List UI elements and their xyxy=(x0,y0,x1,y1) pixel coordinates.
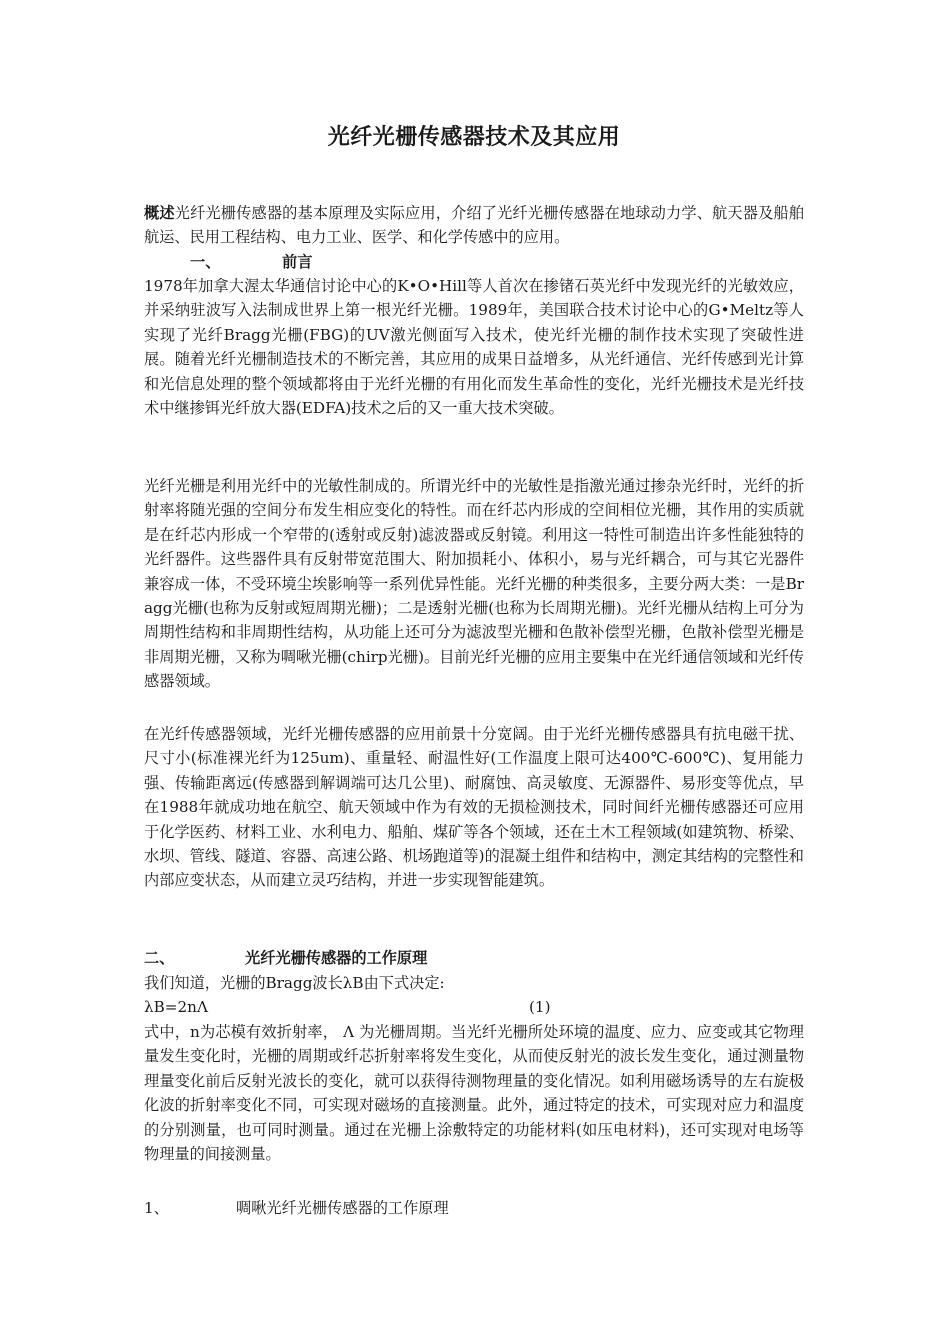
document-title: 光纤光栅传感器技术及其应用 xyxy=(327,124,621,150)
body-paragraph: 式中，n为芯模有效折射率， Λ 为光栅周期。当光纤光栅所处环境的温度、应力、应变或其它物理量发生变化时，光栅的周期或纤芯折射率将发生变化，从而使反射光的波长发生变化，通过测量物理量变化前后反射光波长的变化，就可以获得待测物理量的变化情况。如利用磁场诱导的左右旋极化波的折射率变化不同，可实现对磁场的直接测量。此外，通过特定的技术，可实现对应力和温度的分别测量，也可同时测量。通过在光栅上涂敷特定的功能材料(如压电材料)，还可实现对电场等物理量的间接测量。 xyxy=(144,1023,804,1164)
section-title: 前言 xyxy=(282,253,313,271)
subsection-number: 1、 xyxy=(144,1199,169,1217)
body-paragraph: 1978年加拿大渥太华通信讨论中心的K•O•Hill等人首次在掺锗石英光纤中发现光纤的光敏效应，并采纳驻波写入法制成世界上第一根光纤光栅。1989年，美国联合技术讨论中心的G•Meltz等人实现了光纤Bragg光栅(FBG)的UV激光侧面写入技术，使光纤光栅的制作技术实现了突破性进展。随着光纤光栅制造技术的不断完善，其应用的成果日益增多，从光纤通信、光纤传感到光计算和光信息处理的整个领域都将由于光纤光栅的有用化而发生革命性的变化，光纤光栅技术是光纤技术中继掺铒光纤放大器(EDFA)技术之后的又一重大技术突破。 xyxy=(144,277,804,418)
abstract-keyword: 概述 xyxy=(144,204,175,222)
subsection-title: 啁啾光纤光栅传感器的工作原理 xyxy=(236,1199,449,1217)
section-title: 光纤光栅传感器的工作原理 xyxy=(245,949,428,967)
body-paragraph: 光纤光栅是利用光纤中的光敏性制成的。所谓光纤中的光敏性是指激光通过掺杂光纤时，光纤的折射率将随光强的空间分布发生相应变化的特性。而在纤芯内形成的空间相位光栅，其作用的实质就是在纤芯内形成一个窄带的(透射或反射)滤波器或反射镜。利用这一特性可制造出许多性能独特的光纤器件。这些器件具有反射带宽范围大、附加损耗小、体积小，易与光纤耦合，可与其它光器件兼容成一体，不受环境尘埃影响等一系列优异性能。光纤光栅的种类很多，主要分两大类：一是Bragg光栅(也称为反射或短周期光栅)；二是透射光栅(也称为长周期光栅)。光纤光栅从结构上可分为周期性结构和非周期性结构，从功能上还可分为滤波型光栅和色散补偿型光栅，色散补偿型光栅是非周期光栅，又称为啁啾光栅(chirp光栅)。目前光纤光栅的应用主要集中在光纤通信领域和光纤传感器领域。 xyxy=(144,477,804,691)
section-heading-principle xyxy=(144,946,427,970)
section-number: 二、 xyxy=(144,949,175,967)
section-number: 一、 xyxy=(190,253,221,271)
equation-number: (1) xyxy=(529,998,551,1016)
section-heading-preface xyxy=(190,250,312,274)
formula-intro: 我们知道，光栅的Bragg波长λB由下式决定: xyxy=(144,974,445,992)
subsection-heading-chirp xyxy=(144,1196,449,1220)
body-paragraph: 在光纤传感器领域，光纤光栅传感器的应用前景十分宽阔。由于光纤光栅传感器具有抗电磁干扰、尺寸小(标准裸光纤为125um)、重量轻、耐温性好(工作温度上限可达400℃-600℃)、复用能力强、传输距离远(传感器到解调端可达几公里)、耐腐蚀、高灵敏度、无源器件、易形变等优点，早在1988年就成功地在航空、航天领域中作为有效的无损检测技术，同时间纤光栅传感器还可应用于化学医药、材料工业、水利电力、船舶、煤矿等各个领域，还在土木工程领域(如建筑物、桥梁、水坝、管线、隧道、容器、高速公路、机场跑道等)的混凝土组件和结构中，测定其结构的完整性和内部应变状态，从而建立灵巧结构，并进一步实现智能建筑。 xyxy=(144,725,804,890)
abstract-text: 光纤光栅传感器的基本原理及实际应用，介绍了光纤光栅传感器在地球动力学、航天器及船舶航运、民用工程结构、电力工业、医学、和化学传感中的应用。 xyxy=(144,204,805,247)
abstract-paragraph xyxy=(144,201,804,250)
bragg-equation: λB=2nΛ xyxy=(144,998,208,1016)
